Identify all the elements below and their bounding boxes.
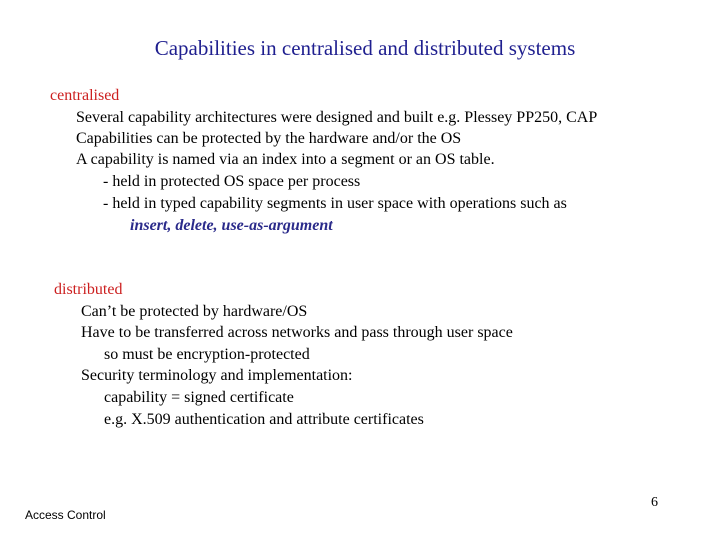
distributed-line-6: e.g. X.509 authentication and attribute certificates xyxy=(104,411,424,428)
distributed-line-4: Security terminology and implementation: xyxy=(81,367,353,384)
capability-operations: insert, delete, use-as-argument xyxy=(130,217,333,234)
footer-label: Access Control xyxy=(25,508,106,522)
distributed-line-3: so must be encryption-protected xyxy=(104,346,310,363)
centralised-line-2: Capabilities can be protected by the hardware and/or the OS xyxy=(76,130,462,147)
page-number: 6 xyxy=(651,495,658,510)
centralised-subitem-1: - held in protected OS space per process xyxy=(103,173,361,190)
centralised-heading: centralised xyxy=(50,87,120,104)
distributed-heading: distributed xyxy=(54,281,123,298)
slide-title: Capabilities in centralised and distributed systems xyxy=(154,36,576,60)
centralised-line-3: A capability is named via an index into a segment or an OS table. xyxy=(76,151,495,168)
centralised-subitem-2: - held in typed capability segments in user space with operations such as xyxy=(103,195,567,212)
centralised-line-1: Several capability architectures were designed and built e.g. Plessey PP250, CAP xyxy=(76,109,598,126)
distributed-line-5: capability = signed certificate xyxy=(104,389,294,406)
distributed-line-2: Have to be transferred across networks and pass through user space xyxy=(81,324,513,341)
distributed-line-1: Can’t be protected by hardware/OS xyxy=(81,303,308,320)
